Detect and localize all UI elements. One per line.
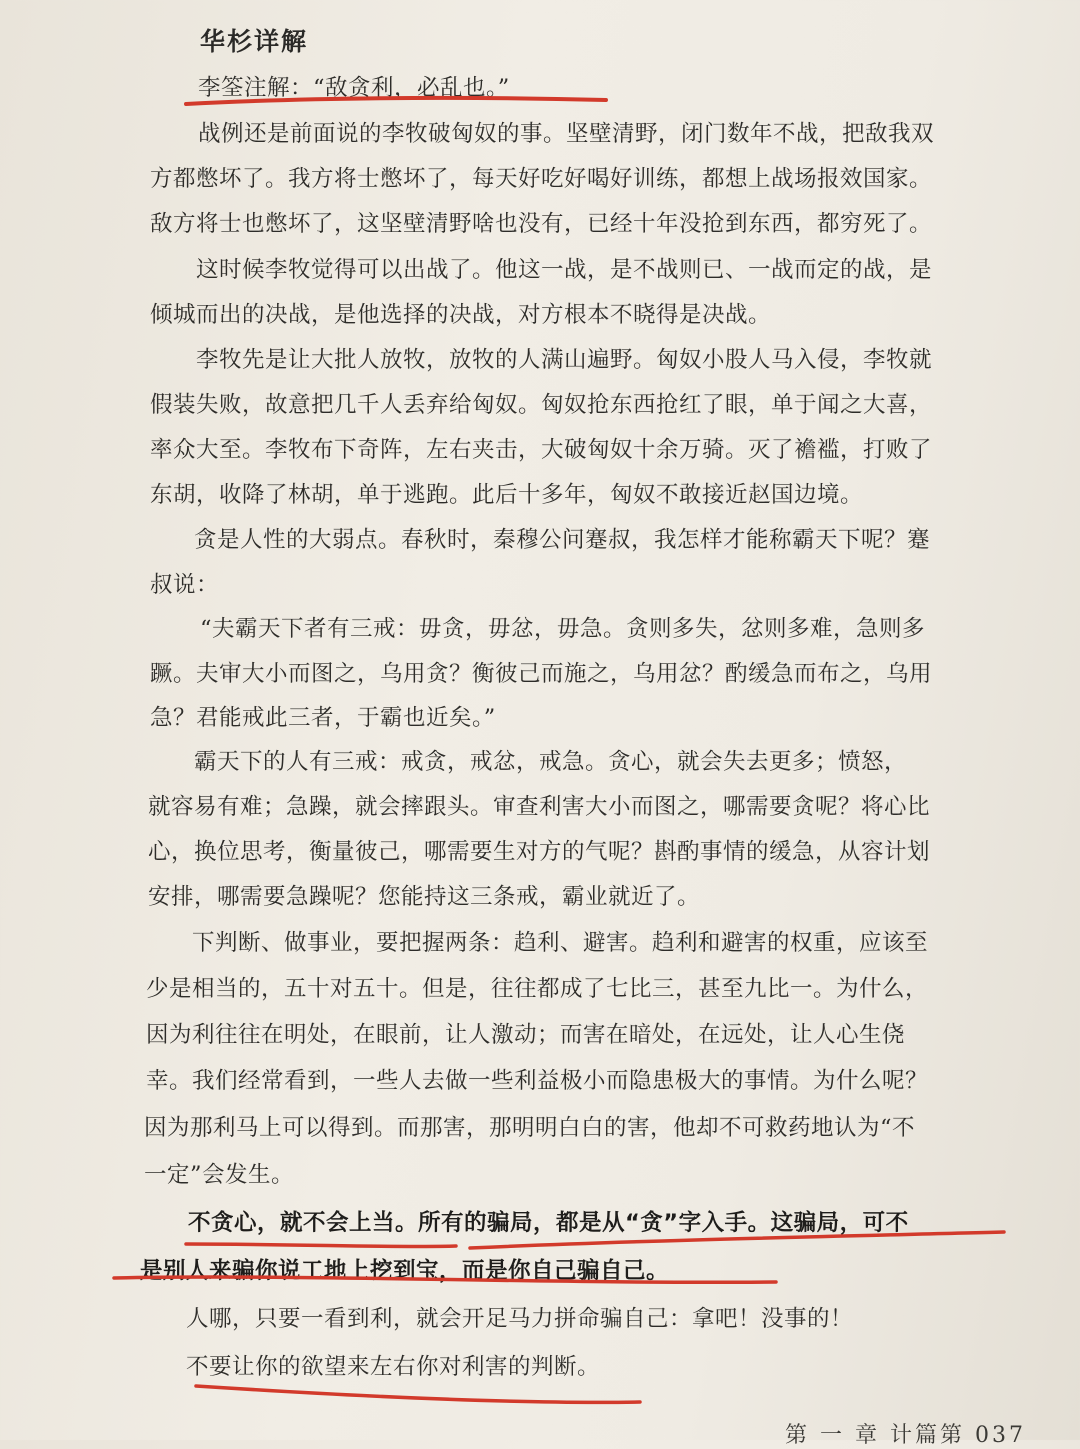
text-line: 因为那利马上可以得到。而那害，那明明白白的害，他却不可救药地认为“不 — [144, 1115, 916, 1141]
text-line: 少是相当的，五十对五十。但是，往往都成了七比三，甚至九比一。为什么， — [146, 976, 929, 1002]
text-line: 不要让你的欲望来左右你对利害的判断。 — [186, 1354, 601, 1380]
section-heading: 华杉详解 — [200, 27, 309, 56]
text-line: 一定”会发生。 — [144, 1162, 295, 1188]
page-footer: 第 一 章 计篇第 037 — [785, 1423, 1026, 1448]
text-line: 李筌注解：“敌贪利，必乱也。” — [198, 75, 510, 101]
text-line: 就容易有难；急躁，就会摔跟头。审查利害大小而图之，哪需要贪呢？将心比 — [148, 794, 931, 820]
text-line: 霸天下的人有三戒：戒贪，戒忿，戒急。贪心，就会失去更多；愤怒， — [194, 749, 908, 775]
highlighted-line: 是别人来骗你说工地上挖到宝，而是你自己骗自己。 — [140, 1258, 670, 1284]
text-line: 倾城而出的决战，是他选择的决战，对方根本不晓得是决战。 — [150, 302, 772, 328]
text-line: 幸。我们经常看到，一些人去做一些利益极小而隐患极大的事情。为什么呢？ — [146, 1068, 929, 1094]
text-line: 率众大至。李牧布下奇阵，左右夹击，大破匈奴十余万骑。灭了襜褴，打败了 — [150, 437, 933, 463]
highlighted-line: 不贪心，就不会上当。所有的骗局，都是从“贪”字入手。这骗局，可不 — [188, 1210, 909, 1236]
text-line: 贪是人性的大弱点。春秋时，秦穆公问蹇叔，我怎样才能称霸天下呢？蹇 — [194, 527, 931, 553]
text-line: 心，换位思考，衡量彼己，哪需要生对方的气呢？斟酌事情的缓急，从容计划 — [148, 839, 931, 865]
text-line: 急？君能戒此三者，于霸也近矣。” — [150, 705, 496, 731]
text-line: 因为利往往在明处，在眼前，让人激动；而害在暗处，在远处，让人心生侥 — [146, 1022, 906, 1048]
text-line: 东胡，收降了林胡，单于逃跑。此后十多年，匈奴不敢接近赵国边境。 — [150, 482, 864, 508]
text-line: 蹶。夫审大小而图之，乌用贪？衡彼己而施之，乌用忿？酌缓急而布之，乌用 — [150, 661, 933, 687]
red-underline-2 — [186, 1244, 456, 1247]
text-line: 下判断、做事业，要把握两条：趋利、避害。趋利和避害的权重，应该至 — [192, 930, 929, 956]
text-line: 方都憋坏了。我方将士憋坏了，每天好吃好喝好训练，都想上战场报效国家。 — [150, 166, 933, 192]
text-line: 叔说： — [150, 572, 220, 598]
text-line: “夫霸天下者有三戒：毋贪，毋忿，毋急。贪则多失，忿则多难，急则多 — [200, 616, 926, 642]
text-line: 这时候李牧觉得可以出战了。他这一战，是不战则已、一战而定的战，是 — [196, 257, 933, 283]
text-line: 战例还是前面说的李牧破匈奴的事。坚壁清野，闭门数年不战，把敌我双 — [198, 121, 935, 147]
text-line: 李牧先是让大批人放牧，放牧的人满山遍野。匈奴小股人马入侵，李牧就 — [196, 347, 933, 373]
text-line: 敌方将士也憋坏了，这坚壁清野啥也没有，已经十年没抢到东西，都穷死了。 — [150, 211, 933, 237]
red-underline-5 — [196, 1386, 640, 1402]
text-line: 人哪，只要一看到利，就会开足马力拼命骗自己：拿吧！没事的！ — [186, 1306, 854, 1332]
text-line: 假装失败，故意把几千人丢弃给匈奴。匈奴抢东西抢红了眼，单于闻之大喜， — [150, 392, 933, 418]
text-line: 安排，哪需要急躁呢？您能持这三条戒，霸业就近了。 — [148, 884, 701, 910]
